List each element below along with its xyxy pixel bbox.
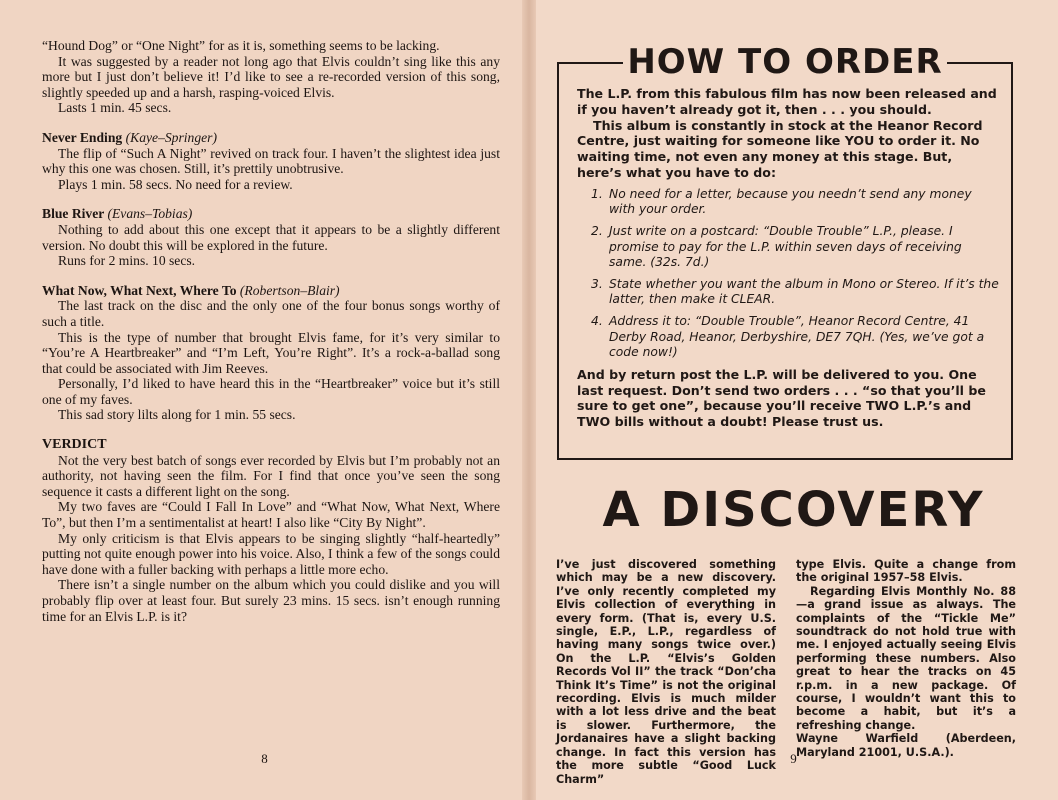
- song-heading: [42, 130, 500, 146]
- paragraph: Personally, I’d liked to have heard this in the “Heartbreaker” voice but it’s still one of my faves.: [42, 376, 500, 407]
- step-number: 2.: [591, 223, 603, 238]
- song-title: Never Ending: [42, 129, 123, 145]
- duration-line: Lasts 1 min. 45 secs.: [58, 100, 172, 116]
- step-text: State whether you want the album in Mono or Stereo. If it’s the latter, then make it CLEAR.: [609, 276, 999, 307]
- order-steps: [577, 187, 1001, 361]
- book-gutter: [522, 0, 536, 800]
- paragraph: The last track on the disc and the only one of the four bonus songs worthy of such a title.: [42, 298, 500, 329]
- paragraph: This is the type of number that brought Elvis fame, for it’s very similar to “You’re A Heartbreaker” and “I’m Left, You’re Right”. It’s a rock-a-ballad song that could be associated with Jim Reeves.: [42, 329, 500, 376]
- paragraph: The L.P. from this fabulous film has now been released and if you haven’t already got it, then . . . you should.: [577, 86, 997, 117]
- song-title: Blue River: [42, 206, 105, 222]
- song-heading: [42, 206, 500, 222]
- song-credit: (Evans–Tobias): [107, 206, 193, 222]
- step-number: 3.: [591, 276, 603, 291]
- left-page-text: [42, 38, 500, 624]
- right-page: [529, 0, 1058, 800]
- verdict-heading: VERDICT: [42, 437, 107, 453]
- order-title: HOW TO ORDER: [623, 42, 946, 82]
- order-step: [577, 277, 1001, 308]
- paragraph: I’ve just discovered something which may be a new discovery. I’ve only recently completed my Elvis collection of everything in every form. (That is, every U.S. single, E.P., L.P., regardless of having many songs twice over.) On the L.P. “Elvis’s Golden Records Vol II” the track “Don’cha Think It’s Time” is not the original recording. Elvis is much milder with a lot less drive and the beat is slower. Furthermore, the Jordanaires have a slight backing change. In fact this version has the more subtle “Good Luck Charm”: [556, 558, 776, 786]
- order-step: [577, 224, 1001, 271]
- paragraph: type Elvis. Quite a change from the original 1957–58 Elvis.: [796, 558, 1016, 585]
- paragraph: My two faves are “Could I Fall In Love” and “What Now, What Next, Where To”, but then I’m a sentimentalist at heart! I also like “City By Night”.: [42, 499, 500, 531]
- paragraph: Regarding Elvis Monthly No. 88 —a grand issue as always. The complaints of the “Tickle Me” soundtrack do not hold true with me. I enjoyed actually seeing Elvis performing these numbers. Also great to hear the tracks on 45 r.p.m. in a new package. Of course, I wouldn’t want this to become a habit, but it’s a refreshing change.: [796, 584, 1016, 732]
- duration-line: Runs for 2 mins. 10 secs.: [58, 253, 196, 269]
- paragraph: My only criticism is that Elvis appears to be singing slightly “half-heartedly” putting not quite enough power into his voice. Also, I think a few of the songs could have done with a fuller backing with perhaps a little more echo.: [42, 530, 500, 577]
- duration-line: Plays 1 min. 58 secs. No need for a review.: [58, 176, 293, 192]
- paragraph: The flip of “Such A Night” revived on track four. I haven’t the slightest idea just why this one was chosen. Still, it’s prettily unobtrusive.: [42, 145, 500, 177]
- paragraph: This album is constantly in stock at the Heanor Record Centre, just waiting for someone like YOU to order it. No waiting time, not even any money at this stage. But, here’s what you have to do:: [577, 117, 983, 180]
- paragraph: It was suggested by a reader not long ago that Elvis couldn’t sing like this any more but I just don’t believe it! I’d like to see a re-recorded version of this song, slightly speeded up and a harsh, rasping-voiced Elvis.: [42, 53, 500, 100]
- paragraph: Nothing to add about this one except that it appears to be a slightly different version. No doubt this will be explored in the future.: [42, 221, 500, 253]
- step-text: Just write on a postcard: “Double Trouble” L.P., please. I promise to pay for the L.P. within seven days of receiving same. (32s. 7d.): [609, 223, 962, 270]
- song-heading: [42, 283, 500, 299]
- order-step: [577, 187, 1001, 218]
- song-title: What Now, What Next, Where To: [42, 282, 237, 298]
- page-number: 8: [261, 751, 268, 766]
- song-credit: (Kaye–Springer): [125, 129, 217, 145]
- discovery-title: A DISCOVERY: [602, 482, 985, 538]
- step-text: Address it to: “Double Trouble”, Heanor Record Centre, 41 Derby Road, Heanor, Derbyshire, DE7 7QH. (Yes, we’ve got a code now!): [609, 313, 985, 360]
- how-to-order-box: [557, 42, 1013, 460]
- paragraph: There isn’t a single number on the album which you could dislike and you will probably flip over at least four. But surely 23 mins. 15 secs. isn’t enough running time for an Elvis L.P. is it?: [42, 577, 500, 624]
- song-credit: (Robertson–Blair): [239, 282, 340, 298]
- order-step: [577, 314, 1001, 361]
- page-number: 9: [790, 751, 797, 766]
- order-body: [577, 86, 1001, 430]
- duration-line: This sad story lilts along for 1 min. 55 secs.: [58, 407, 296, 423]
- paragraph: Not the very best batch of songs ever recorded by Elvis but I’m probably not an authority, not having seen the film. For I find that once you’ve seen the song sequence it casts a different light on the song.: [42, 452, 500, 499]
- paragraph: And by return post the L.P. will be delivered to you. One last request. Don’t send two orders . . . “so that you’ll be sure to get one”, because you’ll receive TWO L.P.’s and TWO bills without a doubt! Please trust us.: [577, 366, 986, 430]
- paragraph: “Hound Dog” or “One Night” for as it is, something seems to be lacking.: [42, 38, 440, 53]
- step-number: 4.: [591, 313, 603, 328]
- step-number: 1.: [591, 186, 603, 201]
- signature: Wayne Warfield (Aberdeen, Maryland 21001, U.S.A.).: [796, 732, 1016, 759]
- letter-column-2: [796, 558, 1016, 759]
- step-text: No need for a letter, because you needn’t send any money with your order.: [609, 186, 972, 217]
